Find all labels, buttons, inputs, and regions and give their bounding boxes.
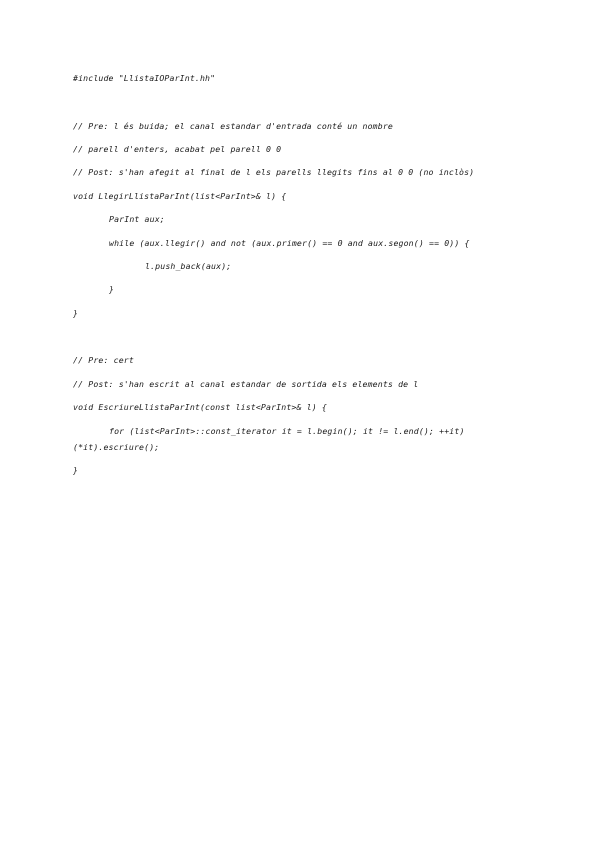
comment-post-escriure: // Post: s'han escrit al canal estandar de sortida els elements de l bbox=[73, 379, 419, 389]
while-statement: while (aux.llegir() and not (aux.primer() == 0 and aux.segon() == 0)) { bbox=[109, 238, 470, 248]
comment-post-llegir: // Post: s'han afegit al final de l els parells llegits fins al 0 0 (no inclòs) bbox=[73, 167, 475, 177]
escriure-call: (*it).escriure(); bbox=[73, 442, 160, 452]
comment-pre-llegir-cont: // parell d'enters, acabat pel parell 0 0 bbox=[73, 144, 282, 154]
function-signature-llegir: void LlegirLlistaParInt(list<ParInt>& l) { bbox=[73, 191, 287, 201]
for-statement: for (list<ParInt>::const_iterator it = l.begin(); it != l.end(); ++it) bbox=[109, 426, 465, 436]
push-back-statement: l.push_back(aux); bbox=[145, 261, 232, 271]
function-close-brace-llegir: } bbox=[73, 308, 79, 318]
while-close-brace: } bbox=[109, 284, 115, 294]
declaration-aux: ParInt aux; bbox=[109, 214, 165, 224]
comment-pre-escriure: // Pre: cert bbox=[73, 355, 134, 365]
comment-pre-llegir: // Pre: l és buida; el canal estandar d'entrada conté un nombre bbox=[73, 121, 393, 131]
function-close-brace-escriure: } bbox=[73, 465, 79, 475]
function-signature-escriure: void EscriureLlistaParInt(const list<ParInt>& l) { bbox=[73, 402, 327, 412]
include-directive: #include "LlistaIOParInt.hh" bbox=[73, 73, 216, 83]
